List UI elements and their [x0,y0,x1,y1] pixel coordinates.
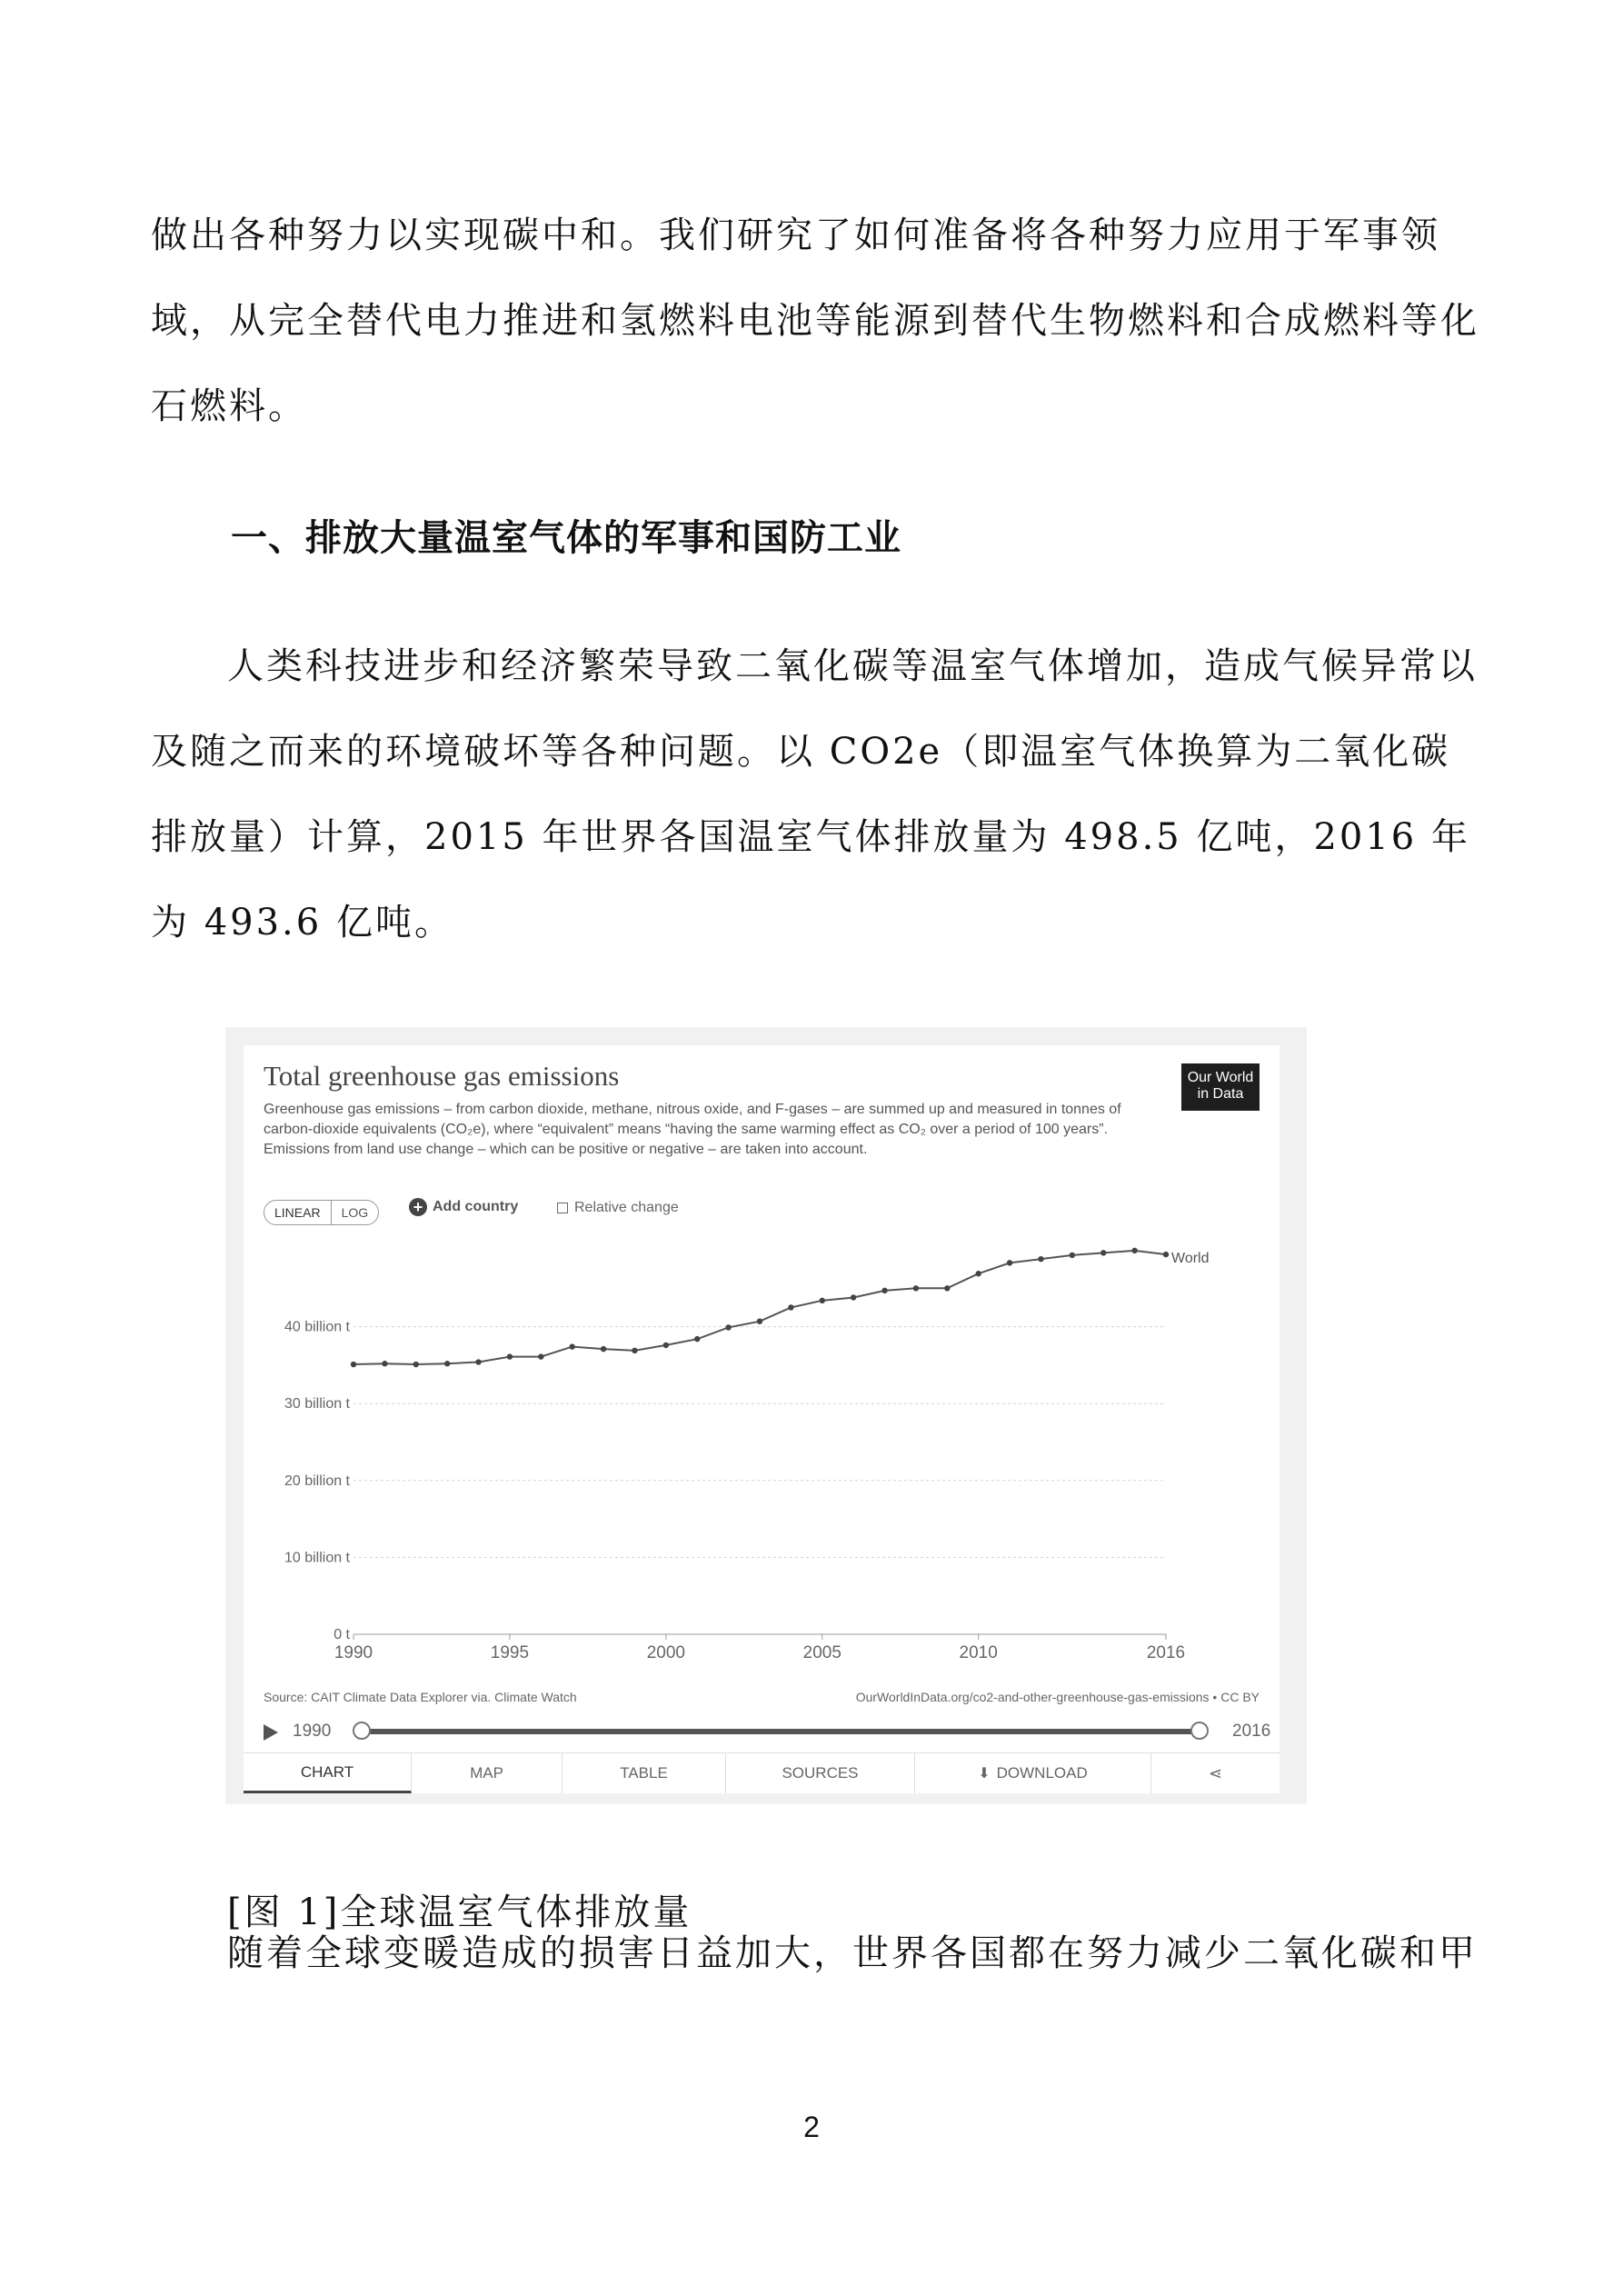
data-point [851,1294,856,1300]
chart-title: Total greenhouse gas emissions [264,1060,620,1092]
data-point [475,1359,481,1364]
y-tick-label: 10 billion t [284,1550,350,1566]
y-tick-label: 30 billion t [284,1396,350,1413]
page-number: 2 [803,2111,820,2143]
download-label: DOWNLOAD [996,1764,1088,1782]
download-icon: ⬇ [978,1766,991,1782]
series-label: World [1171,1251,1210,1267]
data-point [632,1348,637,1353]
data-point [663,1343,669,1348]
data-point [820,1298,825,1303]
y-tick-label: 40 billion t [284,1319,350,1335]
paragraph-closing: 随着全球变暖造成的损害日益加大，世界各国都在努力减少二氧化碳和甲 [227,1932,1478,1974]
data-point [725,1324,731,1330]
x-tick-label: 1995 [490,1643,530,1662]
chart-url[interactable]: OurWorldInData.org/co2-and-other-greenhouse-gas-emissions • CC BY [855,1690,1260,1704]
tab-download[interactable] [915,1753,1151,1793]
tab-chart[interactable]: CHART [244,1753,412,1793]
tab-map[interactable]: MAP [412,1753,563,1793]
data-point [507,1353,513,1359]
log-button[interactable]: LOG [341,1205,369,1220]
timeline-end-label: 2016 [1232,1722,1271,1741]
data-point [881,1288,887,1293]
timeline-end-handle[interactable] [1190,1722,1209,1740]
data-point [1131,1248,1137,1253]
x-tick-label: 2005 [802,1643,841,1662]
data-point [538,1353,543,1359]
data-point [788,1304,793,1310]
series-line-world [353,1251,1166,1364]
data-point [913,1285,919,1291]
data-point [351,1362,356,1367]
section-heading: 一、排放大量温室气体的军事和国防工业 [231,517,901,559]
emissions-chart [244,1045,1279,1793]
data-point [569,1343,574,1349]
x-tick-label: 1990 [334,1643,373,1662]
chart-plot [244,1045,1279,1754]
timeline-start-handle[interactable] [353,1722,371,1740]
data-point [444,1361,450,1366]
figure-caption: [图 1]全球温室气体排放量 [227,1892,692,1933]
tab-sources[interactable]: SOURCES [726,1753,915,1793]
data-point [1070,1253,1075,1258]
x-tick-label: 2016 [1146,1643,1186,1662]
linear-button[interactable]: LINEAR [264,1201,332,1224]
add-country-label: Add country [433,1199,519,1214]
data-point [694,1336,700,1342]
chart-source: Source: CAIT Climate Data Explorer via. Climate Watch [264,1690,577,1704]
data-point [601,1346,606,1352]
share-icon: ⋖ [1208,1763,1223,1782]
data-point [757,1318,762,1323]
data-point [1163,1252,1169,1257]
timeline-start-label: 1990 [293,1722,332,1741]
tab-table[interactable]: TABLE [563,1753,726,1793]
x-tick-label: 2000 [646,1643,685,1662]
play-icon[interactable] [264,1724,278,1741]
data-point [1038,1256,1043,1262]
data-point [382,1361,387,1366]
x-tick-label: 2010 [959,1643,998,1662]
relative-change-label: Relative change [574,1200,679,1215]
chart-subtitle: Greenhouse gas emissions – from carbon dioxide, methane, nitrous oxide, and F-gases – are summed up and measured in tonnes of carbon-dioxide equivalents (CO₂e), where “equivalent” means “having the same warming effect as CO₂ over a period of 100 years”. Emissions from land use change – which can be positive or negative – are taken into account. [264,1102,1121,1157]
data-point [975,1271,981,1276]
plus-icon: + [409,1198,427,1216]
paragraph-emissions: 人类科技进步和经济繁荣导致二氧化碳等温室气体增加，造成气候异常以及随之而来的环境破坏等各种问题。以 CO2e（即温室气体换算为二氧化碳排放量）计算，2015 年世界各国温室气体排放量为 498.5 亿吨，2016 年为 493.6 亿吨。 [151,645,1478,943]
data-point [1007,1260,1012,1265]
tab-share[interactable] [1151,1753,1279,1793]
data-point [413,1362,419,1367]
timeline [264,1718,1271,1745]
data-point [944,1285,950,1291]
y-tick-label: 0 t [334,1627,350,1642]
logo-line-1: Our World [1187,1070,1254,1085]
chart-tab-bar [244,1752,1279,1793]
y-tick-label: 20 billion t [284,1472,350,1489]
data-point [1100,1250,1106,1255]
timeline-track[interactable] [362,1729,1200,1734]
logo-line-2: in Data [1197,1086,1244,1102]
paragraph-intro: 做出各种努力以实现碳中和。我们研究了如何准备将各种努力应用于军事领域，从完全替代电力推进和氢燃料电池等能源到替代生物燃料和合成燃料等化石燃料。 [151,215,1479,427]
